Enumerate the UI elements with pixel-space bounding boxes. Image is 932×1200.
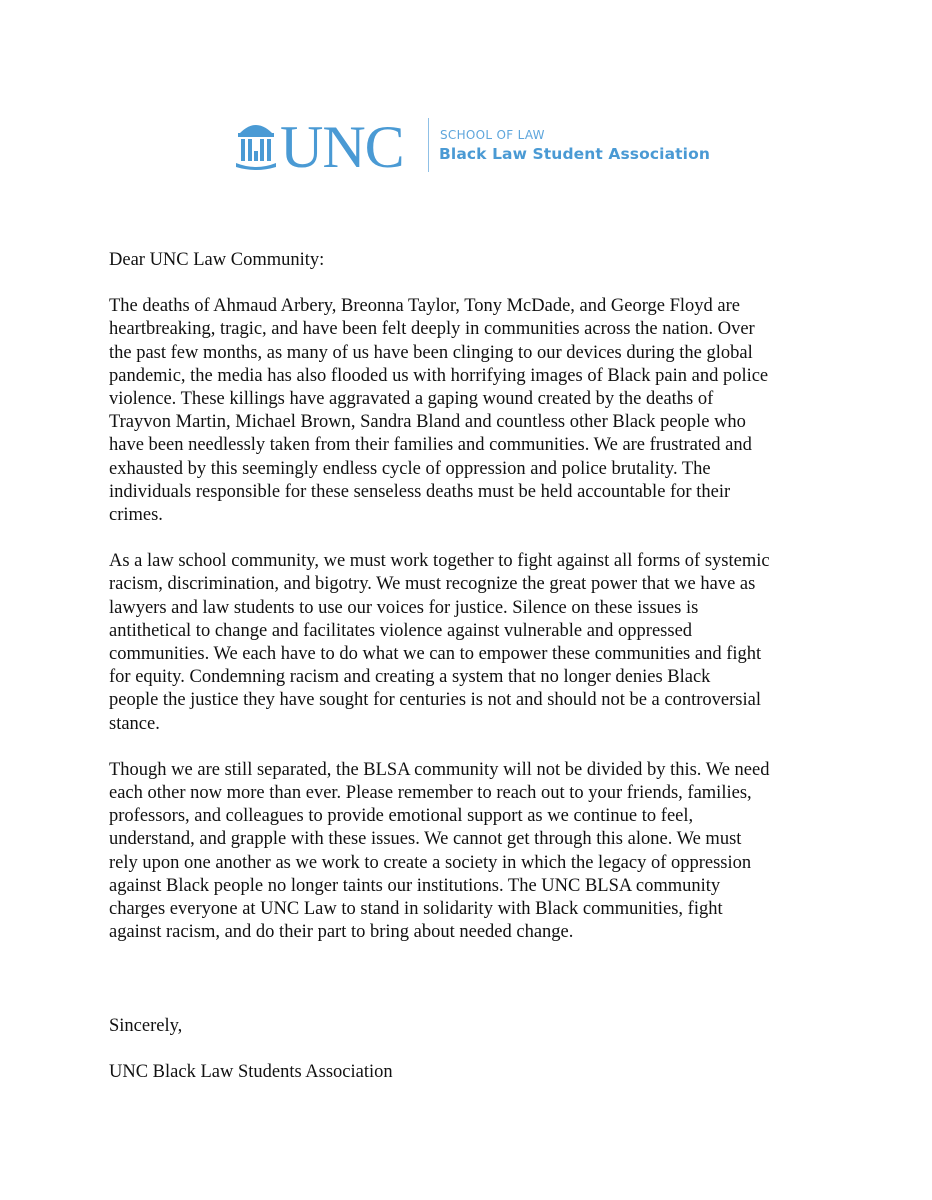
text-line: individuals responsible for these senseless deaths must be held accountable for their xyxy=(109,481,731,502)
signature: UNC Black Law Students Association xyxy=(109,1062,393,1082)
text-line: rely upon one another as we work to create a society in which the legacy of oppression xyxy=(109,852,752,873)
text-line: against racism, and do their part to bring about needed change. xyxy=(109,922,574,943)
paragraph-1 xyxy=(109,295,829,527)
text-line: people the justice they have sought for centuries is not and should not be a controversial xyxy=(109,690,761,711)
letter-body xyxy=(109,249,829,967)
text-line: heartbreaking, tragic, and have been felt deeply in communities across the nation. Over xyxy=(109,319,755,340)
unc-logo xyxy=(236,114,404,180)
text-line: The deaths of Ahmaud Arbery, Breonna Taylor, Tony McDade, and George Floyd are xyxy=(109,296,740,317)
text-line: stance. xyxy=(109,713,160,734)
text-line: violence. These killings have aggravated a gaping wound created by the deaths of xyxy=(109,389,714,410)
unc-wordmark: UNC xyxy=(280,114,404,180)
text-line: charges everyone at UNC Law to stand in solidarity with Black communities, fight xyxy=(109,899,723,920)
paragraph-3 xyxy=(109,759,829,945)
text-line: each other now more than ever. Please remember to reach out to your friends, families, xyxy=(109,783,752,804)
text-line: pandemic, the media has also flooded us with horrifying images of Black pain and police xyxy=(109,365,769,386)
greeting: Dear UNC Law Community: xyxy=(109,250,325,270)
text-line: for equity. Condemning racism and creating a system that no longer denies Black xyxy=(109,667,711,688)
text-line: lawyers and law students to use our voices for justice. Silence on these issues is xyxy=(109,597,699,618)
text-line: the past few months, as many of us have been clinging to our devices during the global xyxy=(109,342,753,363)
text-line: racism, discrimination, and bigotry. We must recognize the great power that we have as xyxy=(109,574,756,595)
organization-name: Black Law Student Association xyxy=(439,145,710,163)
school-of-law-label: SCHOOL OF LAW xyxy=(440,128,545,142)
text-line: against Black people no longer taints our institutions. The UNC BLSA community xyxy=(109,875,721,896)
text-line: Trayvon Martin, Michael Brown, Sandra Bland and countless other Black people who xyxy=(109,412,746,433)
closing: Sincerely, xyxy=(109,1016,183,1036)
text-line: antithetical to change and facilitates violence against vulnerable and oppressed xyxy=(109,620,693,641)
text-line: crimes. xyxy=(109,505,163,526)
text-line: exhausted by this seemingly endless cycle of oppression and police brutality. The xyxy=(109,458,711,479)
logo-divider xyxy=(428,118,429,172)
paragraph-2 xyxy=(109,550,829,736)
text-line: professors, and colleagues to provide emotional support as we continue to feel, xyxy=(109,806,694,827)
text-line: Though we are still separated, the BLSA community will not be divided by this. We need xyxy=(109,759,770,780)
text-line: As a law school community, we must work together to fight against all forms of systemic xyxy=(109,551,770,572)
text-line: have been needlessly taken from their families and communities. We are frustrated and xyxy=(109,435,752,456)
text-line: understand, and grapple with these issues. We cannot get through this alone. We must xyxy=(109,829,742,850)
text-line: communities. We each have to do what we can to empower these communities and fight xyxy=(109,644,762,665)
old-well-icon xyxy=(236,119,276,171)
